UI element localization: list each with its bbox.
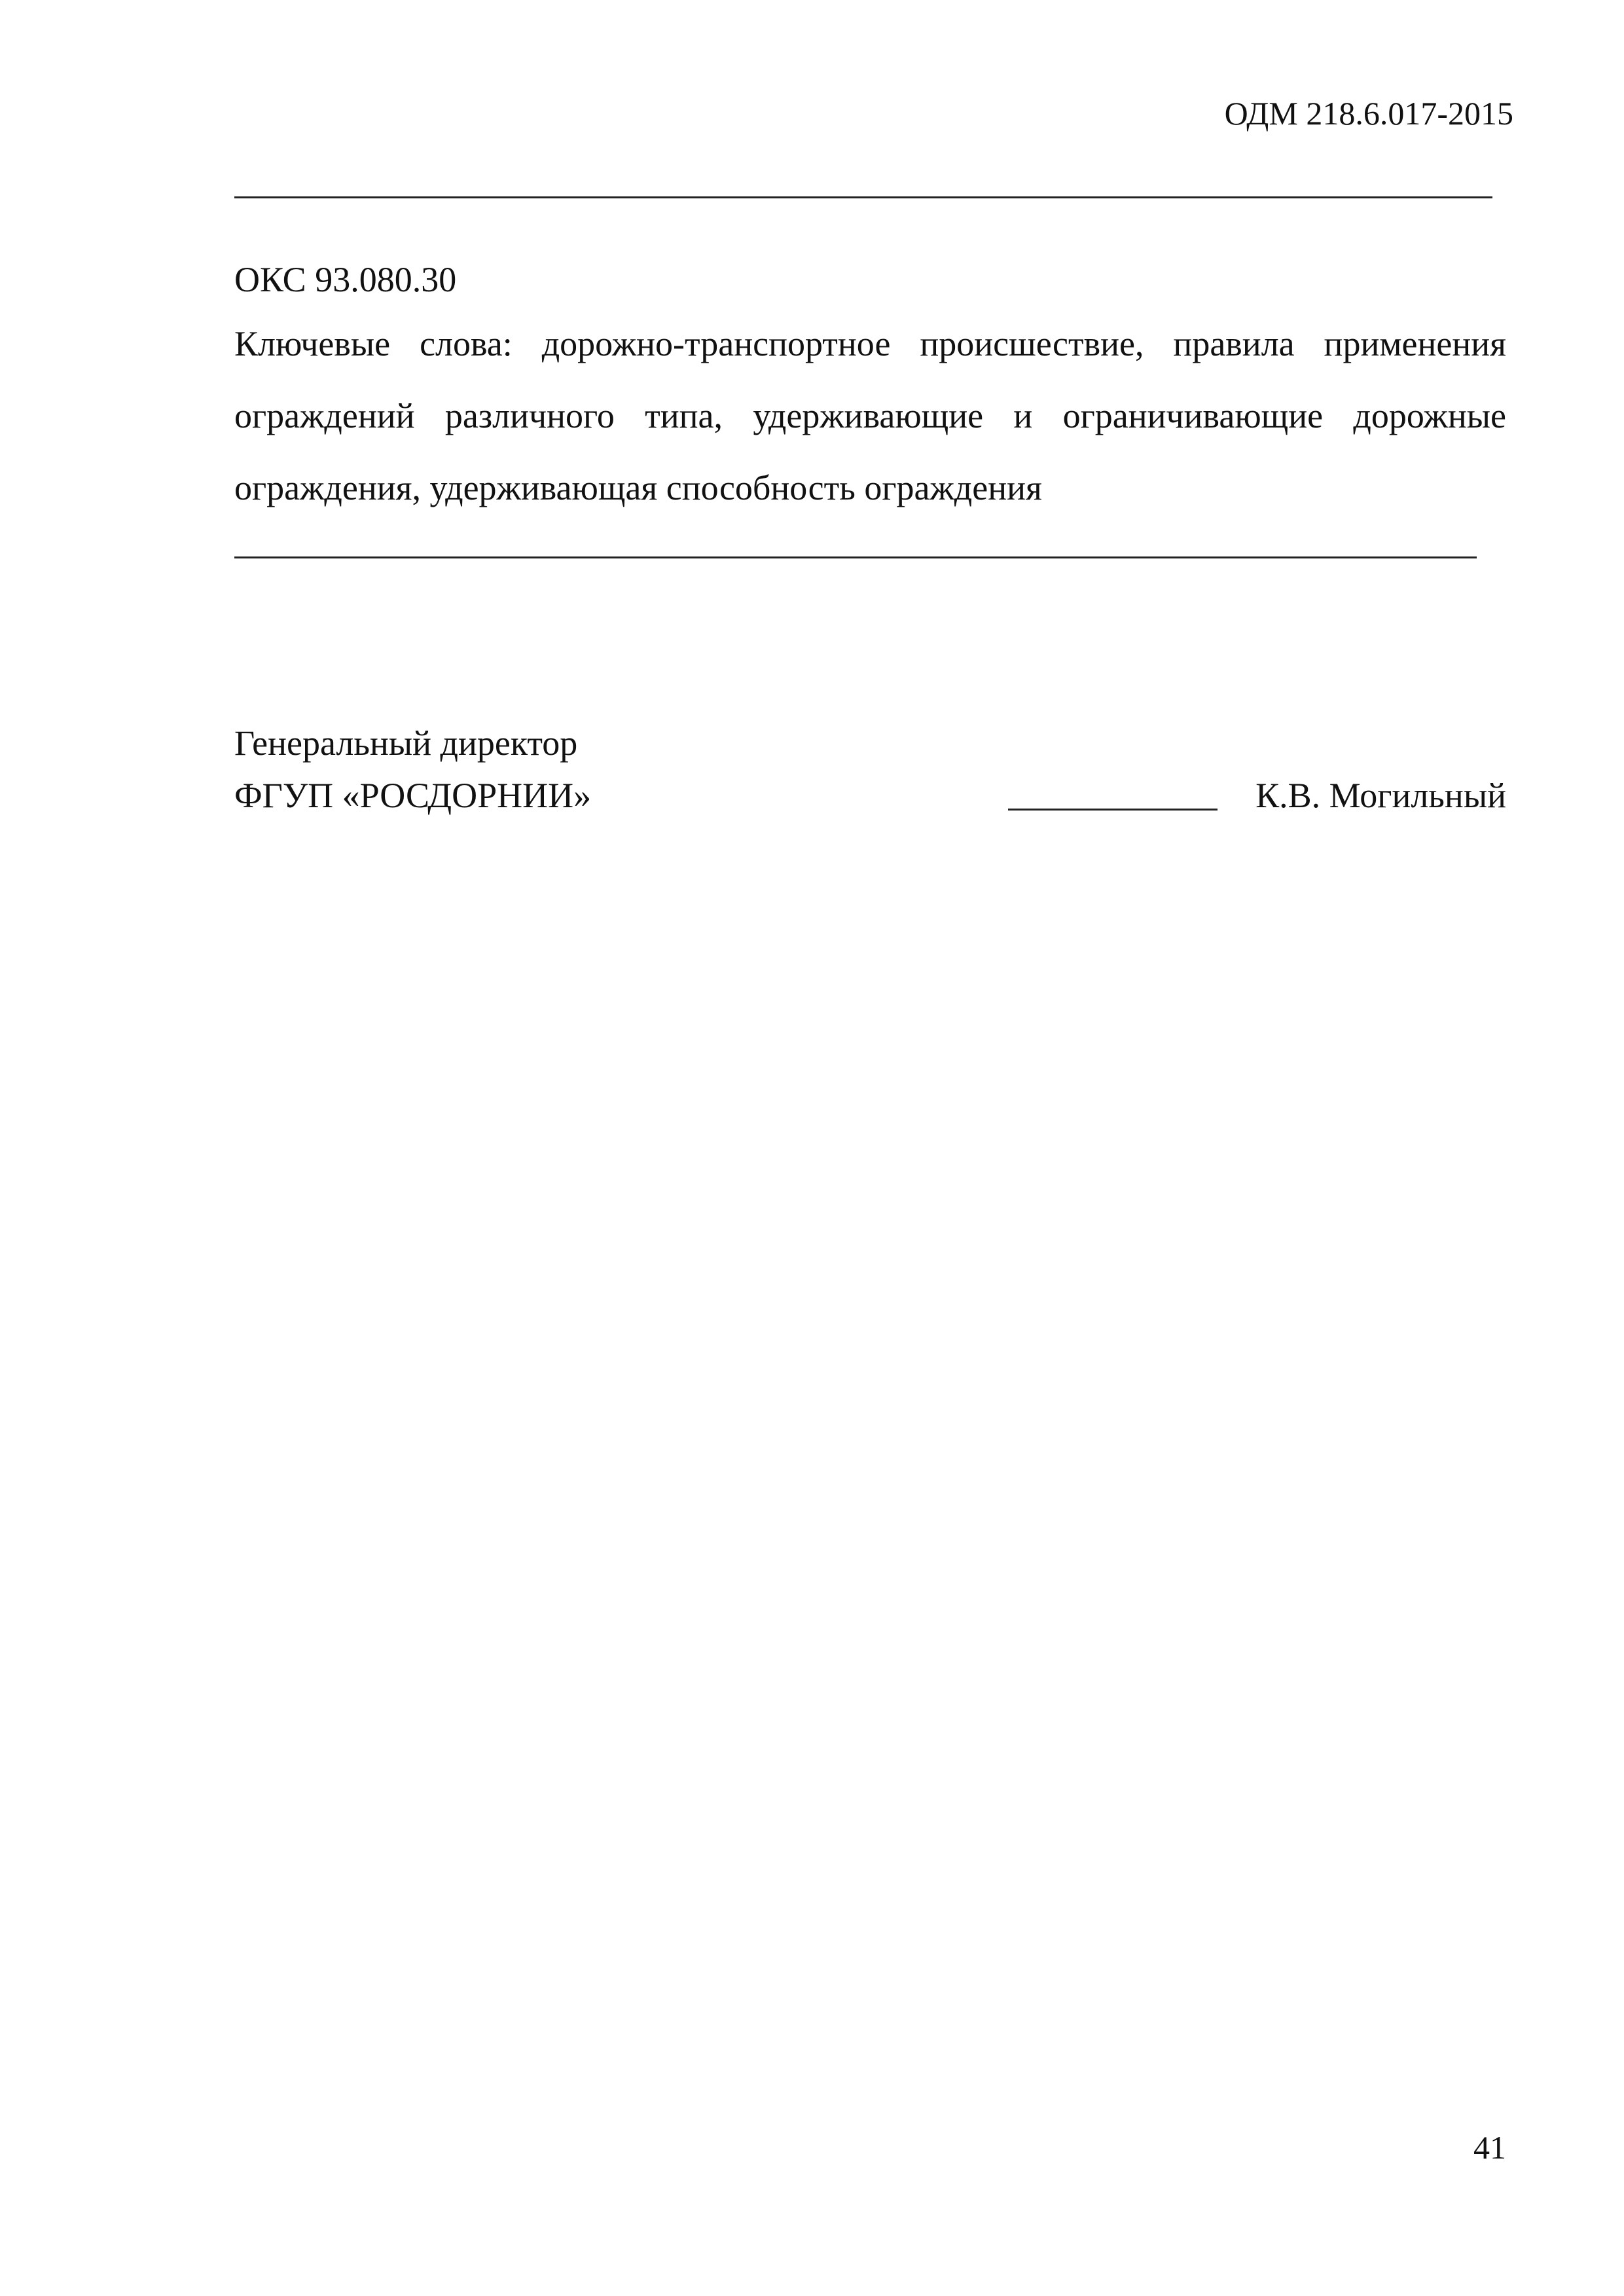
oks-classification: ОКС 93.080.30 [234,260,457,299]
page-number: 41 [1473,2129,1506,2166]
signatory-position: Генеральный директор [234,723,578,763]
signatory-name: К.В. Могильный [1255,776,1506,815]
keywords-line: ограждения, удерживающая способность ограждения [234,468,1042,507]
bottom-divider [234,556,1477,558]
keywords-line: Ключевые слова: дорожно-транспортное происшествие, правила применения [234,324,1506,363]
document-code: ОДМ 218.6.017-2015 [1224,95,1513,132]
signatory-organization: ФГУП «РОСДОРНИИ» [234,776,592,815]
top-divider [234,196,1492,198]
signature-line [1008,809,1218,811]
keywords-line: ограждений различного типа, удерживающие и ограничивающие дорожные [234,396,1506,435]
keywords-paragraph [234,308,1506,524]
signatory-block [234,717,591,822]
